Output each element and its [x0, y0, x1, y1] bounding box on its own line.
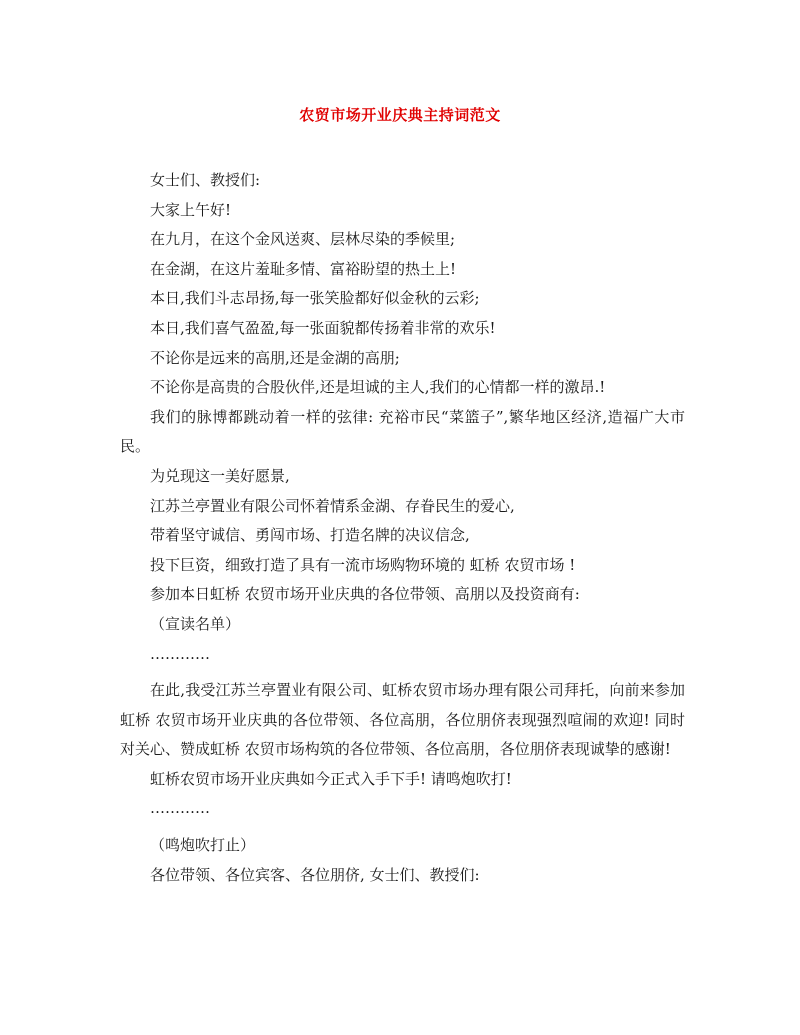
paragraph: 不论你是远来的高朋,还是金湖的高朋;	[150, 348, 400, 367]
paragraph: 我们的脉博都跳动着一样的弦律: 充裕市民“菜篮子”,繁华地区经济,造福广大市民。	[120, 407, 685, 456]
paragraph: 不论你是高贵的合股伙伴,还是坦诚的主人,我们的心情都一样的激昂.!	[150, 378, 606, 397]
paragraph: 本日,我们斗志昂扬,每一张笑脸都好似金秋的云彩;	[150, 289, 480, 308]
paragraph: 本日,我们喜气盈盈,每一张面貌都传扬着非常的欢乐!	[150, 318, 496, 337]
paragraph: （宣读名单）	[150, 614, 241, 633]
paragraph: 带着坚守诚信、勇闯市场、打造名牌的决议信念,	[150, 526, 470, 545]
ellipsis-line: …………	[150, 644, 210, 663]
paragraph: 虹桥农贸市场开业庆典如今正式入手下手! 请鸣炮吹打!	[150, 769, 512, 788]
document-body	[120, 166, 685, 890]
paragraph: 女士们、教授们:	[150, 171, 261, 189]
paragraph: 投下巨资，细致打造了具有一流市场购物环境的 虹桥 农贸市场 !	[150, 555, 576, 574]
paragraph: 参加本日虹桥 农贸市场开业庆典的各位带领、高朋以及投资商有:	[150, 585, 580, 604]
paragraph: （鸣炮吹打止）	[150, 836, 256, 855]
paragraph: 大家上午好!	[150, 200, 232, 219]
paragraph: 在金湖，在这片羞耻多情、富裕盼望的热土上!	[150, 259, 457, 278]
document-title: 农贸市场开业庆典主持词范文	[299, 106, 501, 124]
paragraph: 在此,我受江苏兰亭置业有限公司、虹桥农贸市场办理有限公司拜托，向前来参加虹桥 农贸市场开业庆典的各位带领、各位高朋，各位朋侪表现强烈喧闹的欢迎! 同时对关心、赞成虹桥 农贸市场构筑的各位带领、各位高朋，各位朋侪表现诚挚的感谢!	[120, 681, 685, 759]
ellipsis-line: …………	[150, 799, 210, 818]
paragraph: 江苏兰亭置业有限公司怀着情系金湖、存眷民生的爱心,	[150, 496, 515, 515]
paragraph: 各位带领、各位宾客、各位朋侪, 女士们、教授们:	[150, 865, 480, 884]
paragraph: 在九月，在这个金风送爽、层林尽染的季候里;	[150, 230, 456, 249]
paragraph: 为兑现这一美好愿景,	[150, 466, 290, 485]
